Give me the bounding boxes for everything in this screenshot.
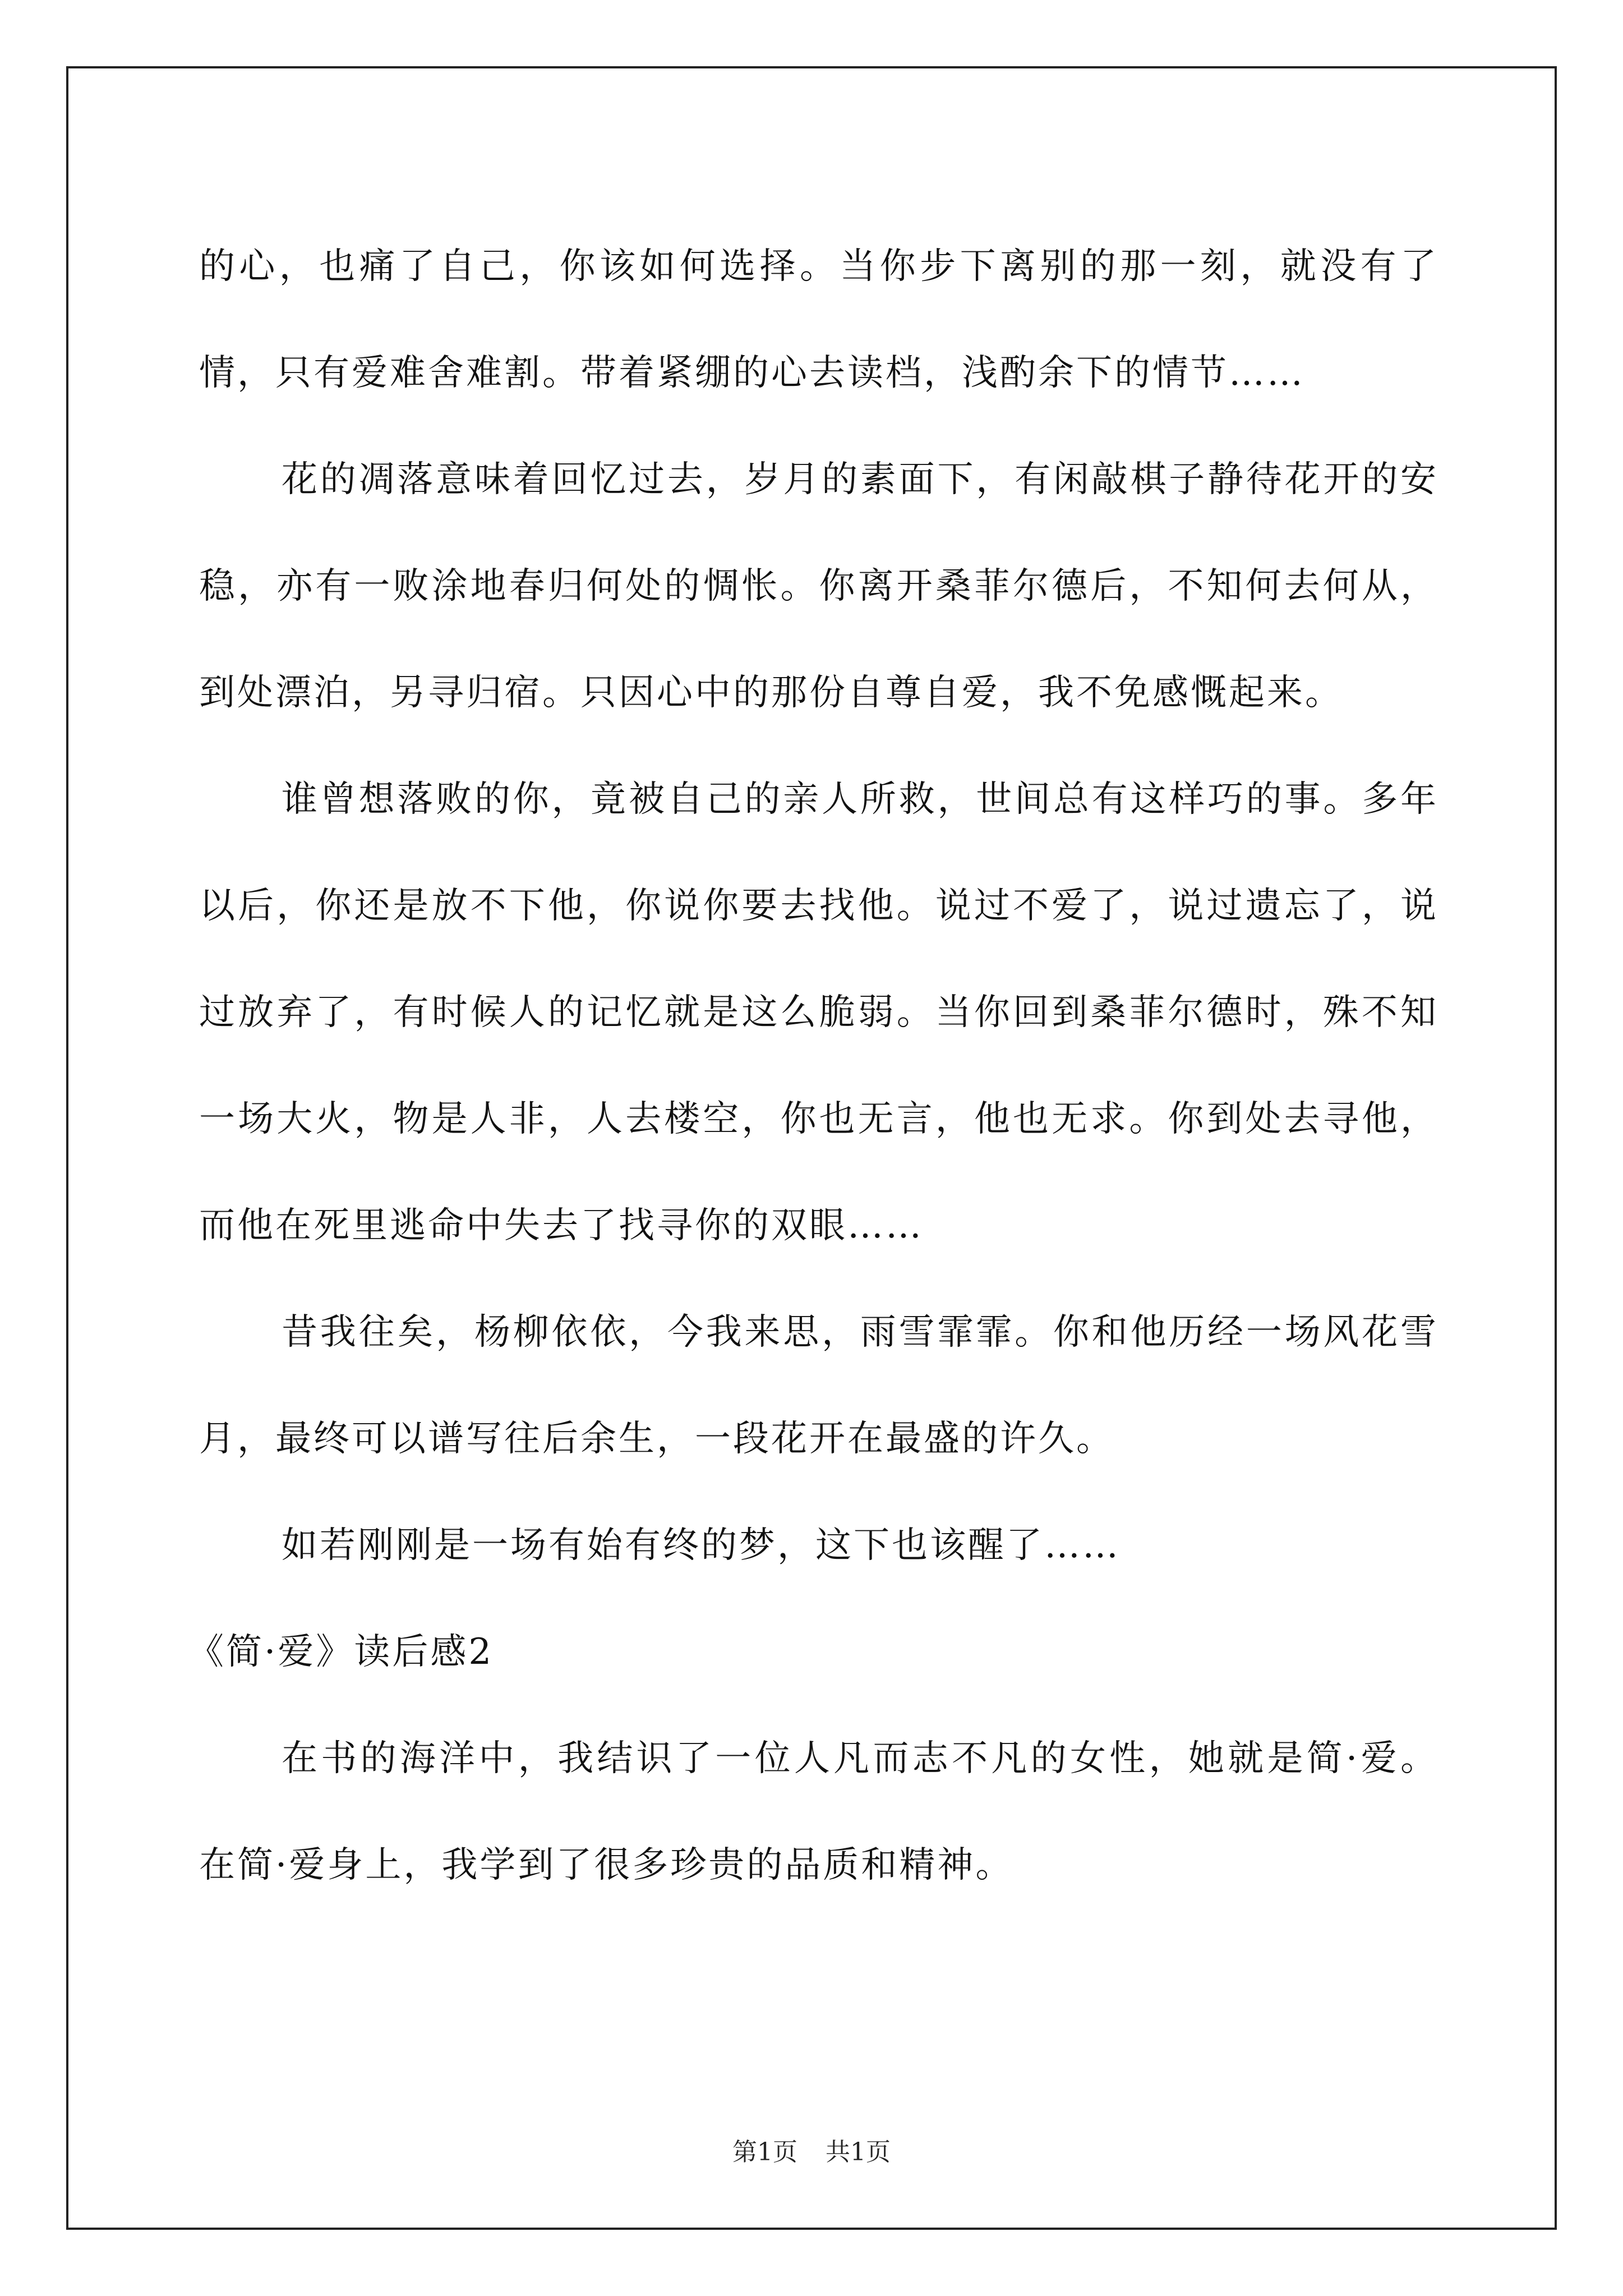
page-number: 第1页 <box>732 2138 797 2166</box>
paragraph-1: 的心，也痛了自己，你该如何选择。当你步下离别的那一刻，就没有了情，只有爱难舍难割。带着紧绷的心去读档，浅酌余下的情节…… <box>199 246 1438 394</box>
paragraph-5: 如若刚刚是一场有始有终的梦，这下也该醒了…… <box>282 1525 1121 1566</box>
section-heading: 《简·爱》读后感2 <box>188 1631 494 1673</box>
page-total: 共1页 <box>826 2138 891 2166</box>
page-footer <box>0 2132 1623 2168</box>
paragraph-3: 谁曾想落败的你，竟被自己的亲人所救，世间总有这样巧的事。多年以后，你还是放不下他，你说你要去找他。说过不爱了，说过遗忘了，说过放弃了，有时候人的记忆就是这么脆弱。当你回到桑菲尔德时，殊不知一场大火，物是人非，人去楼空，你也无言，他也无求。你到处去寻他，而他在死里逃命中失去了找寻你的双眼…… <box>199 779 1438 1246</box>
paragraph-4: 昔我往矣，杨柳依依，今我来思，雨雪霏霏。你和他历经一场风花雪月，最终可以谱写往后余生，一段花开在最盛的许久。 <box>199 1312 1438 1460</box>
document-body <box>188 213 1438 1918</box>
paragraph-2: 花的凋落意味着回忆过去，岁月的素面下，有闲敲棋子静待花开的安稳，亦有一败涂地春归何处的惆怅。你离开桑菲尔德后，不知何去何从，到处漂泊，另寻归宿。只因心中的那份自尊自爱，我不免感慨起来。 <box>199 459 1438 714</box>
section-paragraph-1: 在书的海洋中，我结识了一位人凡而志不凡的女性，她就是简·爱。在简·爱身上，我学到了很多珍贵的品质和精神。 <box>199 1738 1438 1886</box>
